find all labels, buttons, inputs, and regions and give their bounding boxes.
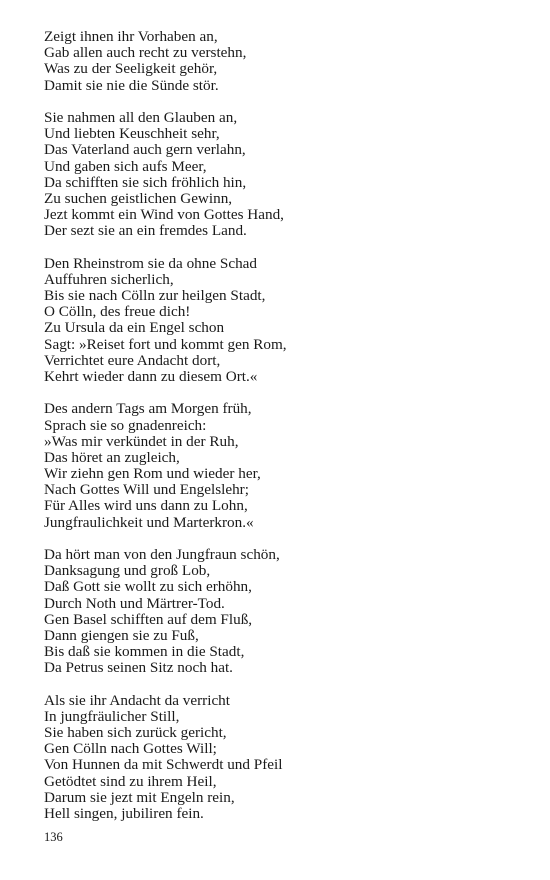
- verse-line: Zu suchen geistlichen Gewinn,: [44, 189, 233, 207]
- verse-line: Jezt kommt ein Wind von Gottes Hand,: [44, 206, 284, 224]
- verse-line: Gen Cölln nach Gottes Will;: [44, 740, 217, 758]
- verse-line: Zu Ursula da ein Engel schon: [44, 319, 225, 337]
- verse-line: Verrichtet eure Andacht dort,: [44, 351, 221, 369]
- verse-line: Auffuhren sicherlich,: [44, 270, 174, 288]
- verse-line: Des andern Tags am Morgen früh,: [44, 400, 252, 418]
- verse-line: Sagt: »Reiset fort und kommt gen Rom,: [44, 335, 287, 353]
- verse-line: Und liebten Keuschheit sehr,: [44, 125, 220, 143]
- verse-line: Getödtet sind zu ihrem Heil,: [44, 772, 217, 790]
- verse-line: Da schifften sie sich fröhlich hin,: [44, 173, 247, 191]
- verse-line: Bis daß sie kommen in die Stadt,: [44, 643, 245, 661]
- poem-body: [44, 29, 524, 838]
- verse-line: Sie nahmen all den Glauben an,: [44, 108, 238, 126]
- verse-line: Den Rheinstrom sie da ohne Schad: [44, 254, 258, 272]
- stanza-5: [44, 547, 524, 677]
- verse-line: Darum sie jezt mit Engeln rein,: [44, 788, 235, 806]
- verse-line: Damit sie nie die Sünde stör.: [44, 76, 219, 94]
- verse-line: Durch Noth und Märtrer-Tod.: [44, 594, 225, 612]
- verse-line: Der sezt sie an ein fremdes Land.: [44, 222, 247, 240]
- verse-line: Wir ziehn gen Rom und wieder her,: [44, 465, 261, 483]
- page-number: 136: [44, 830, 63, 844]
- verse-line: Als sie ihr Andacht da verricht: [44, 691, 230, 709]
- verse-line: Bis sie nach Cölln zur heilgen Stadt,: [44, 287, 266, 304]
- verse-line: Was zu der Seeligkeit gehör,: [44, 60, 218, 78]
- verse-line: Und gaben sich aufs Meer,: [44, 157, 207, 175]
- verse-line: Danksagung und groß Lob,: [44, 562, 211, 580]
- stanza-6: [44, 693, 524, 823]
- verse-line: Sprach sie so gnadenreich:: [44, 416, 207, 434]
- stanza-1: [44, 29, 524, 94]
- stanza-3: [44, 256, 524, 386]
- stanza-4: [44, 401, 524, 531]
- verse-line: Nach Gottes Will und Engelslehr;: [44, 481, 249, 499]
- verse-line: Von Hunnen da mit Schwerdt und Pfeil: [44, 756, 283, 774]
- verse-line: Gab allen auch recht zu verstehn,: [44, 44, 247, 62]
- verse-line: Kehrt wieder dann zu diesem Ort.«: [44, 367, 258, 385]
- verse-line: Das Vaterland auch gern verlahn,: [44, 141, 246, 159]
- verse-line: Daß Gott sie wollt zu sich erhöhn,: [44, 578, 252, 596]
- verse-line: In jungfräulicher Still,: [44, 707, 180, 725]
- verse-line: Da Petrus seinen Sitz noch hat.: [44, 659, 233, 677]
- verse-line: Zeigt ihnen ihr Vorhaben an,: [44, 28, 218, 45]
- verse-line: Das höret an zugleich,: [44, 448, 180, 466]
- verse-line: O Cölln, des freue dich!: [44, 303, 191, 321]
- verse-line: Gen Basel schifften auf dem Fluß,: [44, 610, 253, 628]
- stanza-2: [44, 110, 524, 240]
- verse-line: Dann giengen sie zu Fuß,: [44, 626, 199, 644]
- verse-line: Für Alles wird uns dann zu Lohn,: [44, 497, 248, 515]
- verse-line: Sie haben sich zurück gericht,: [44, 724, 227, 742]
- verse-line: Hell singen, jubiliren fein.: [44, 805, 204, 822]
- verse-line: »Was mir verkündet in der Ruh,: [44, 432, 239, 450]
- verse-line: Da hört man von den Jungfraun schön,: [44, 546, 280, 563]
- verse-line: Jungfraulichkeit und Marterkron.«: [44, 513, 254, 531]
